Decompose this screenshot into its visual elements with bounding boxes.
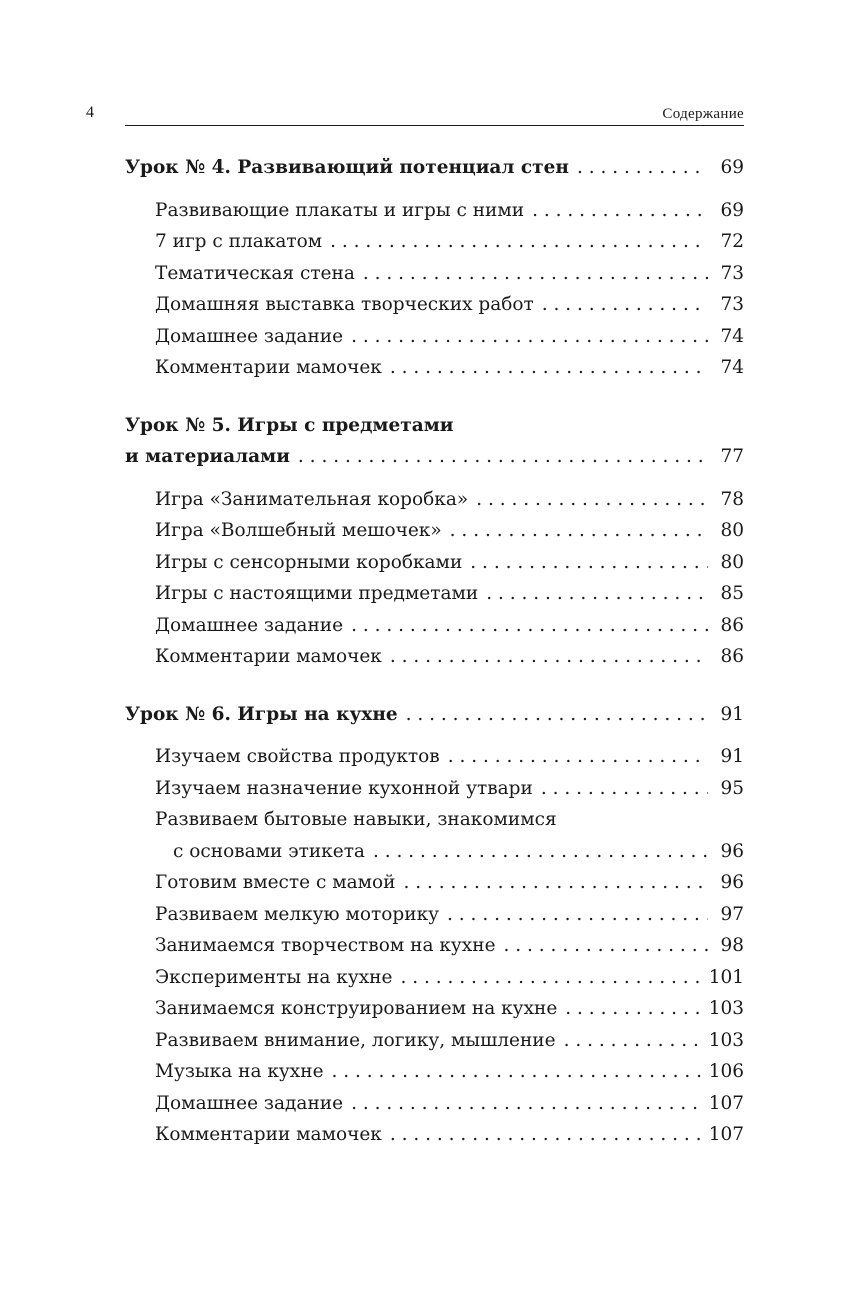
toc-chapter-title[interactable] [125, 441, 744, 473]
dot-leader [406, 699, 708, 731]
toc-entry[interactable] [125, 899, 744, 931]
page-number: 4 [86, 104, 94, 121]
toc-entry[interactable] [125, 610, 744, 642]
dot-leader [504, 930, 708, 962]
toc-entry-label: Игра «Волшебный мешочек» [155, 520, 442, 541]
toc-entry-label: Комментарии мамочек [155, 357, 382, 378]
toc-page-number: 97 [720, 903, 744, 925]
toc-entry[interactable] [125, 321, 744, 353]
toc-entry-label: Игры с сенсорными коробками [155, 551, 463, 573]
toc-entry[interactable] [125, 352, 744, 384]
dot-leader [400, 962, 702, 994]
toc-entry[interactable] [125, 515, 744, 547]
toc-entry[interactable] [125, 226, 744, 258]
toc-section-lesson-5 [125, 410, 744, 673]
toc-entry-label: с основами этикета [173, 840, 365, 862]
toc-entry[interactable] [125, 258, 744, 290]
dot-leader [470, 547, 708, 579]
toc-page-number: 74 [720, 357, 744, 378]
dot-leader [390, 352, 708, 384]
toc-entry-label[interactable]: Развиваем бытовые навыки, знакомимся [155, 809, 557, 830]
toc-entry[interactable] [125, 547, 744, 579]
toc-entry[interactable] [125, 1056, 744, 1088]
toc-entry[interactable] [125, 930, 744, 962]
toc-page-number: 74 [720, 325, 744, 347]
toc-entry[interactable] [125, 195, 744, 227]
toc-chapter-label: и материалами [125, 446, 290, 467]
toc-entry-label: Эксперименты на кухне [155, 966, 393, 988]
dot-leader [542, 289, 708, 321]
toc-entry-label: Развивающие плакаты и игры с ними [155, 199, 525, 221]
toc-entry[interactable] [125, 867, 744, 899]
toc-page-number: 86 [720, 646, 744, 667]
toc-entry-label: Игры с настоящими предметами [155, 583, 479, 604]
toc-page-number: 86 [720, 614, 744, 636]
toc-page-number: 91 [720, 703, 744, 725]
toc-entry-label: Игра «Занимательная коробка» [155, 488, 469, 510]
toc-entry-label: Комментарии мамочек [155, 646, 382, 667]
toc-page-number: 69 [720, 199, 744, 221]
dot-leader [448, 741, 708, 773]
toc-page-number: 103 [708, 998, 744, 1019]
toc-page-number: 73 [720, 294, 744, 315]
dot-leader [373, 836, 708, 868]
toc-page-number: 95 [720, 777, 744, 799]
toc-section-lesson-4 [125, 152, 744, 384]
toc-entry[interactable] [125, 289, 744, 321]
toc-chapter-label[interactable]: Урок № 5. Игры с предметами [125, 414, 454, 436]
toc-page-number: 107 [708, 1124, 744, 1145]
toc-entry[interactable] [125, 1119, 744, 1151]
toc-entry-label: Изучаем свойства продуктов [155, 746, 440, 767]
toc-page-number: 77 [720, 446, 744, 467]
toc-entry-label: Изучаем назначение кухонной утвари [155, 777, 533, 799]
toc-page-number: 85 [720, 583, 744, 604]
dot-leader [577, 152, 708, 184]
dot-leader [298, 441, 708, 473]
dot-leader [351, 610, 708, 642]
toc-page-number: 91 [720, 746, 744, 767]
dot-leader [532, 195, 708, 227]
dot-leader [330, 226, 708, 258]
dot-leader [390, 1119, 703, 1151]
toc-page-number: 78 [720, 488, 744, 510]
dot-leader [541, 773, 708, 805]
running-head-title: Содержание [662, 106, 744, 122]
toc-entry[interactable] [125, 1025, 744, 1057]
toc-entry-label: Домашняя выставка творческих работ [155, 294, 534, 315]
toc-entry-label: Занимаемся конструированием на кухне [155, 998, 558, 1019]
toc-page-number: 103 [708, 1029, 744, 1051]
toc-page-number: 69 [720, 157, 744, 178]
toc-page-number: 80 [720, 551, 744, 573]
dot-leader [447, 899, 708, 931]
toc-entry-label: Домашнее задание [155, 325, 344, 347]
header-rule [125, 125, 744, 126]
toc-entry-label: Развиваем внимание, логику, мышление [155, 1029, 556, 1051]
toc-page-number: 72 [720, 231, 744, 252]
toc-entry-label: Музыка на кухне [155, 1061, 324, 1082]
toc-entry[interactable] [125, 836, 744, 868]
toc-chapter-title[interactable] [125, 699, 744, 731]
toc-entry[interactable] [125, 641, 744, 673]
dot-leader [476, 484, 708, 516]
toc-entry[interactable] [125, 578, 744, 610]
toc-page-number: 106 [708, 1061, 744, 1082]
dot-leader [565, 993, 702, 1025]
toc-entry-label: Комментарии мамочек [155, 1124, 382, 1145]
toc-entry-label: Домашнее задание [155, 1092, 344, 1114]
toc-entry[interactable] [125, 773, 744, 805]
dot-leader [332, 1056, 703, 1088]
dot-leader [403, 867, 708, 899]
toc-entry-label: Готовим вместе с мамой [155, 872, 396, 893]
toc-entry-label: 7 игр с плакатом [155, 231, 323, 252]
dot-leader [351, 1088, 703, 1120]
toc-entry[interactable] [125, 741, 744, 773]
dot-leader [564, 1025, 703, 1057]
toc-entry-label: Домашнее задание [155, 614, 344, 636]
toc-entry[interactable] [125, 1088, 744, 1120]
toc-page-number: 101 [708, 966, 744, 988]
toc-chapter-title[interactable] [125, 152, 744, 184]
toc-entry-label: Тематическая стена [155, 262, 355, 284]
toc-chapter-label: Урок № 4. Развивающий потенциал стен [125, 157, 569, 178]
toc-entry[interactable] [125, 962, 744, 994]
toc-page-number: 98 [720, 935, 744, 956]
toc-page-number: 96 [720, 840, 744, 862]
toc-page-number: 96 [720, 872, 744, 893]
toc-entry-label: Занимаемся творчеством на кухне [155, 935, 496, 956]
dot-leader [363, 258, 708, 290]
toc-page-number: 107 [708, 1092, 744, 1114]
toc-entry[interactable] [125, 484, 744, 516]
toc-page-number: 73 [720, 262, 744, 284]
toc-page-number: 80 [720, 520, 744, 541]
dot-leader [351, 321, 708, 353]
toc-entry[interactable] [125, 993, 744, 1025]
toc-chapter-label: Урок № 6. Игры на кухне [125, 703, 398, 725]
dot-leader [450, 515, 708, 547]
toc-section-lesson-6 [125, 699, 744, 1151]
toc-entry-label: Развиваем мелкую моторику [155, 903, 440, 925]
dot-leader [486, 578, 708, 610]
table-of-contents [125, 152, 744, 1177]
dot-leader [390, 641, 708, 673]
